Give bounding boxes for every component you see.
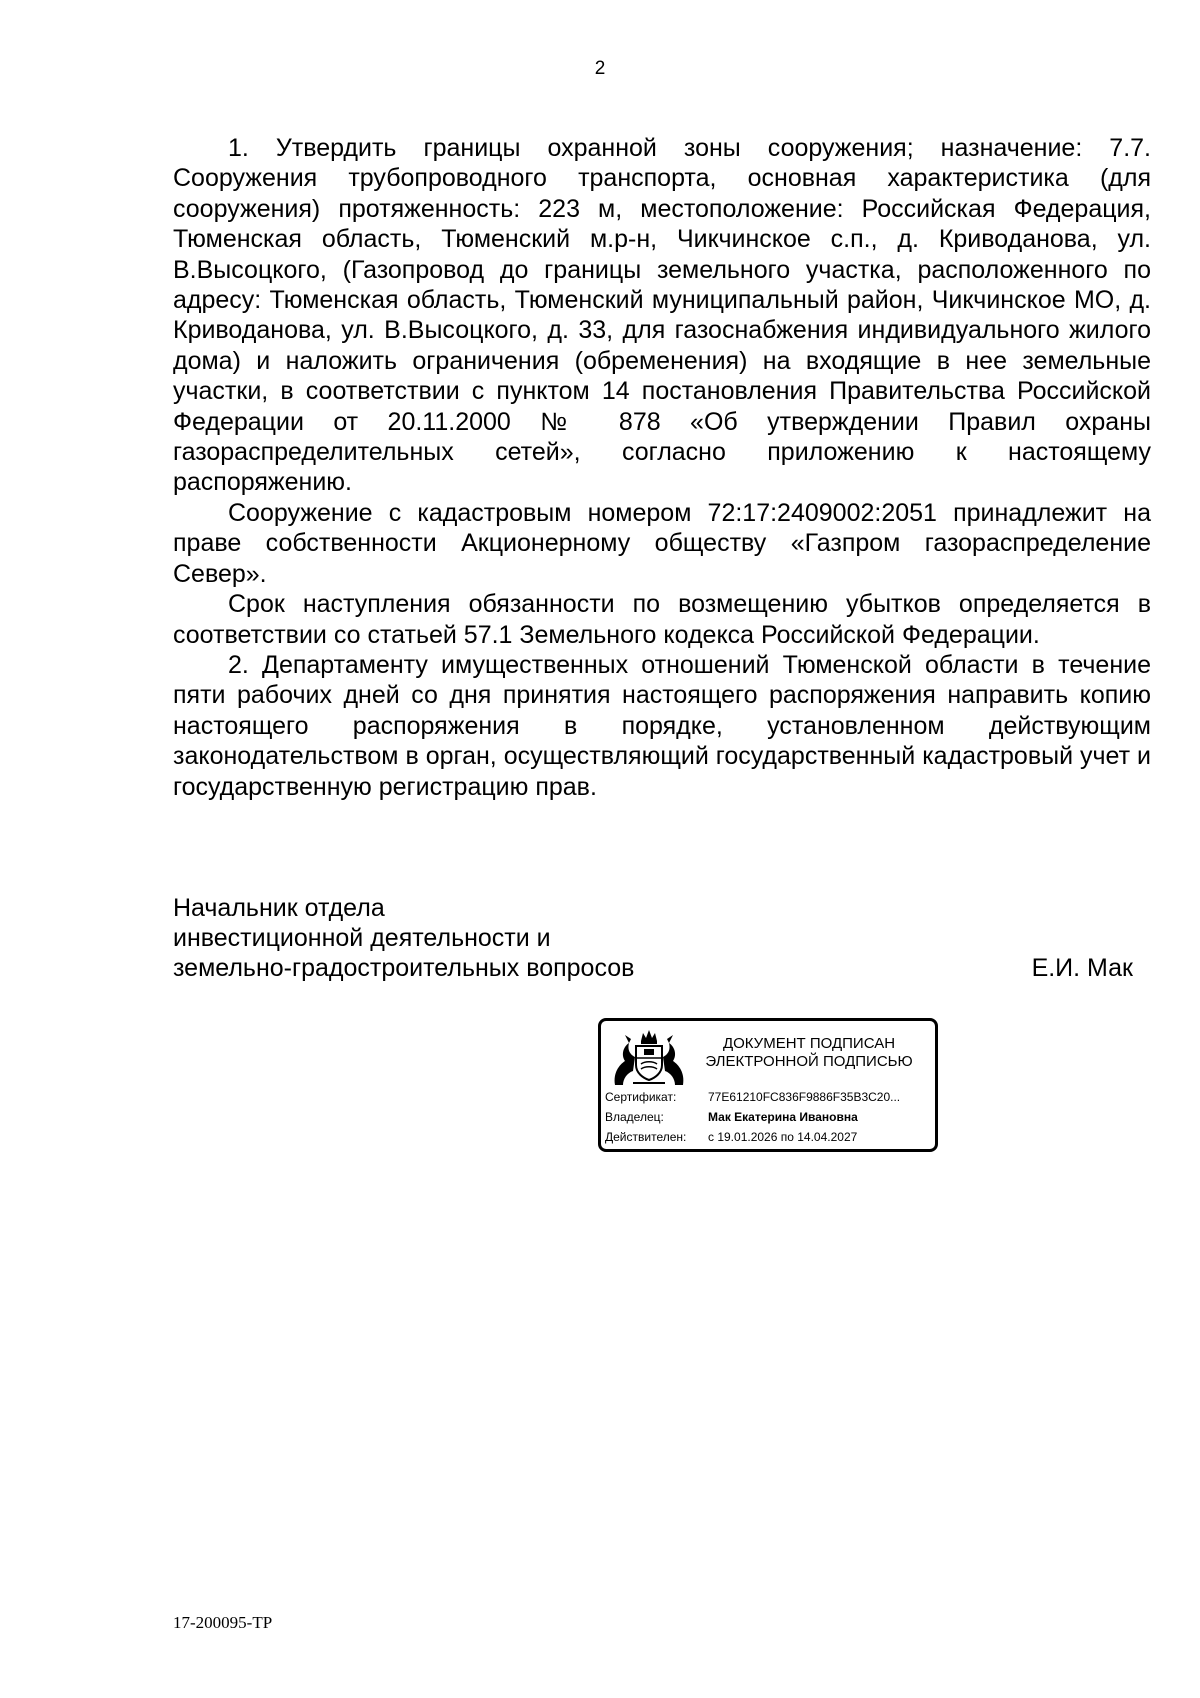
validity-value: с 19.01.2026 по 14.04.2027 xyxy=(708,1130,858,1144)
paragraph-compensation: Срок наступления обязанности по возмещению убытков определяется в соответствии со статьей 57.1 Земельного кодекса Российской Федерации. xyxy=(173,590,1151,649)
document-code: 17-200095-ТР xyxy=(173,1613,273,1632)
paragraph-item-1: 1. Утвердить границы охранной зоны сооружения; назначение: 7.7. Сооружения трубопроводного транспорта, основная характеристика (для сооружения) протяженность: 223 м, местоположение: Российская Федерация, Тюменская область, Тюменский м.р-н, Чикчинское с.п., д. Криводанова, ул. В.Высоцкого, (Газопровод до границы земельного участка, расположенного по адресу: Тюменская область, Тюменский муниципальный район, Чикчинское МО, д. Криводанова, ул. В.Высоцкого, д. 33, для газоснабжения индивидуального жилого дома) и наложить ограничения (обременения) на входящие в нее земельные участки, в соответствии с пунктом 14 постановления Правительства Российской Федерации от 20.11.2000 № 878 «Об утверждении Правил охраны газораспределительных сетей», согласно приложению к настоящему распоряжению. xyxy=(173,134,1151,497)
signature-block xyxy=(173,893,1133,983)
stamp-label: Сертификат: xyxy=(605,1090,677,1104)
stamp-label: Владелец: xyxy=(605,1110,664,1124)
certificate-value: 77E61210FC836F9886F35B3C20... xyxy=(708,1090,901,1104)
page-number: 2 xyxy=(594,58,606,79)
signer-title-line-1: Начальник отдела xyxy=(173,894,385,922)
stamp-title-line-2: ЭЛЕКТРОННОЙ ПОДПИСЬЮ xyxy=(705,1053,913,1070)
stamp-row-owner xyxy=(605,1107,935,1127)
signer-name: Е.И. Мак xyxy=(1031,954,1133,982)
stamp-row-certificate xyxy=(605,1087,935,1107)
paragraph-item-2: 2. Департаменту имущественных отношений Тюменской области в течение пяти рабочих дней со дня принятия настоящего распоряжения направить копию настоящего распоряжения в порядке, установленном действующим законодательством в орган, осуществляющий государственный кадастровый учет и государственную регистрацию прав. xyxy=(173,650,1151,801)
stamp-title xyxy=(689,1035,929,1071)
owner-value: Мак Екатерина Ивановна xyxy=(708,1110,858,1124)
tyumen-coat-of-arms-icon xyxy=(611,1027,687,1087)
stamp-title-line-1: ДОКУМЕНТ ПОДПИСАН xyxy=(722,1035,896,1052)
signer-title-line-3: земельно-градостроительных вопросов xyxy=(173,954,635,982)
document-body xyxy=(173,133,1151,802)
signer-title-line-2: инвестиционной деятельности и xyxy=(173,924,551,952)
stamp-row-validity xyxy=(605,1127,935,1147)
paragraph-ownership: Сооружение с кадастровым номером 72:17:2409002:2051 принадлежит на праве собственности Акционерному обществу «Газпром газораспределение Север». xyxy=(173,498,1151,588)
stamp-label: Действителен: xyxy=(605,1130,687,1144)
electronic-signature-stamp xyxy=(598,1018,938,1152)
stamp-details xyxy=(605,1087,935,1147)
